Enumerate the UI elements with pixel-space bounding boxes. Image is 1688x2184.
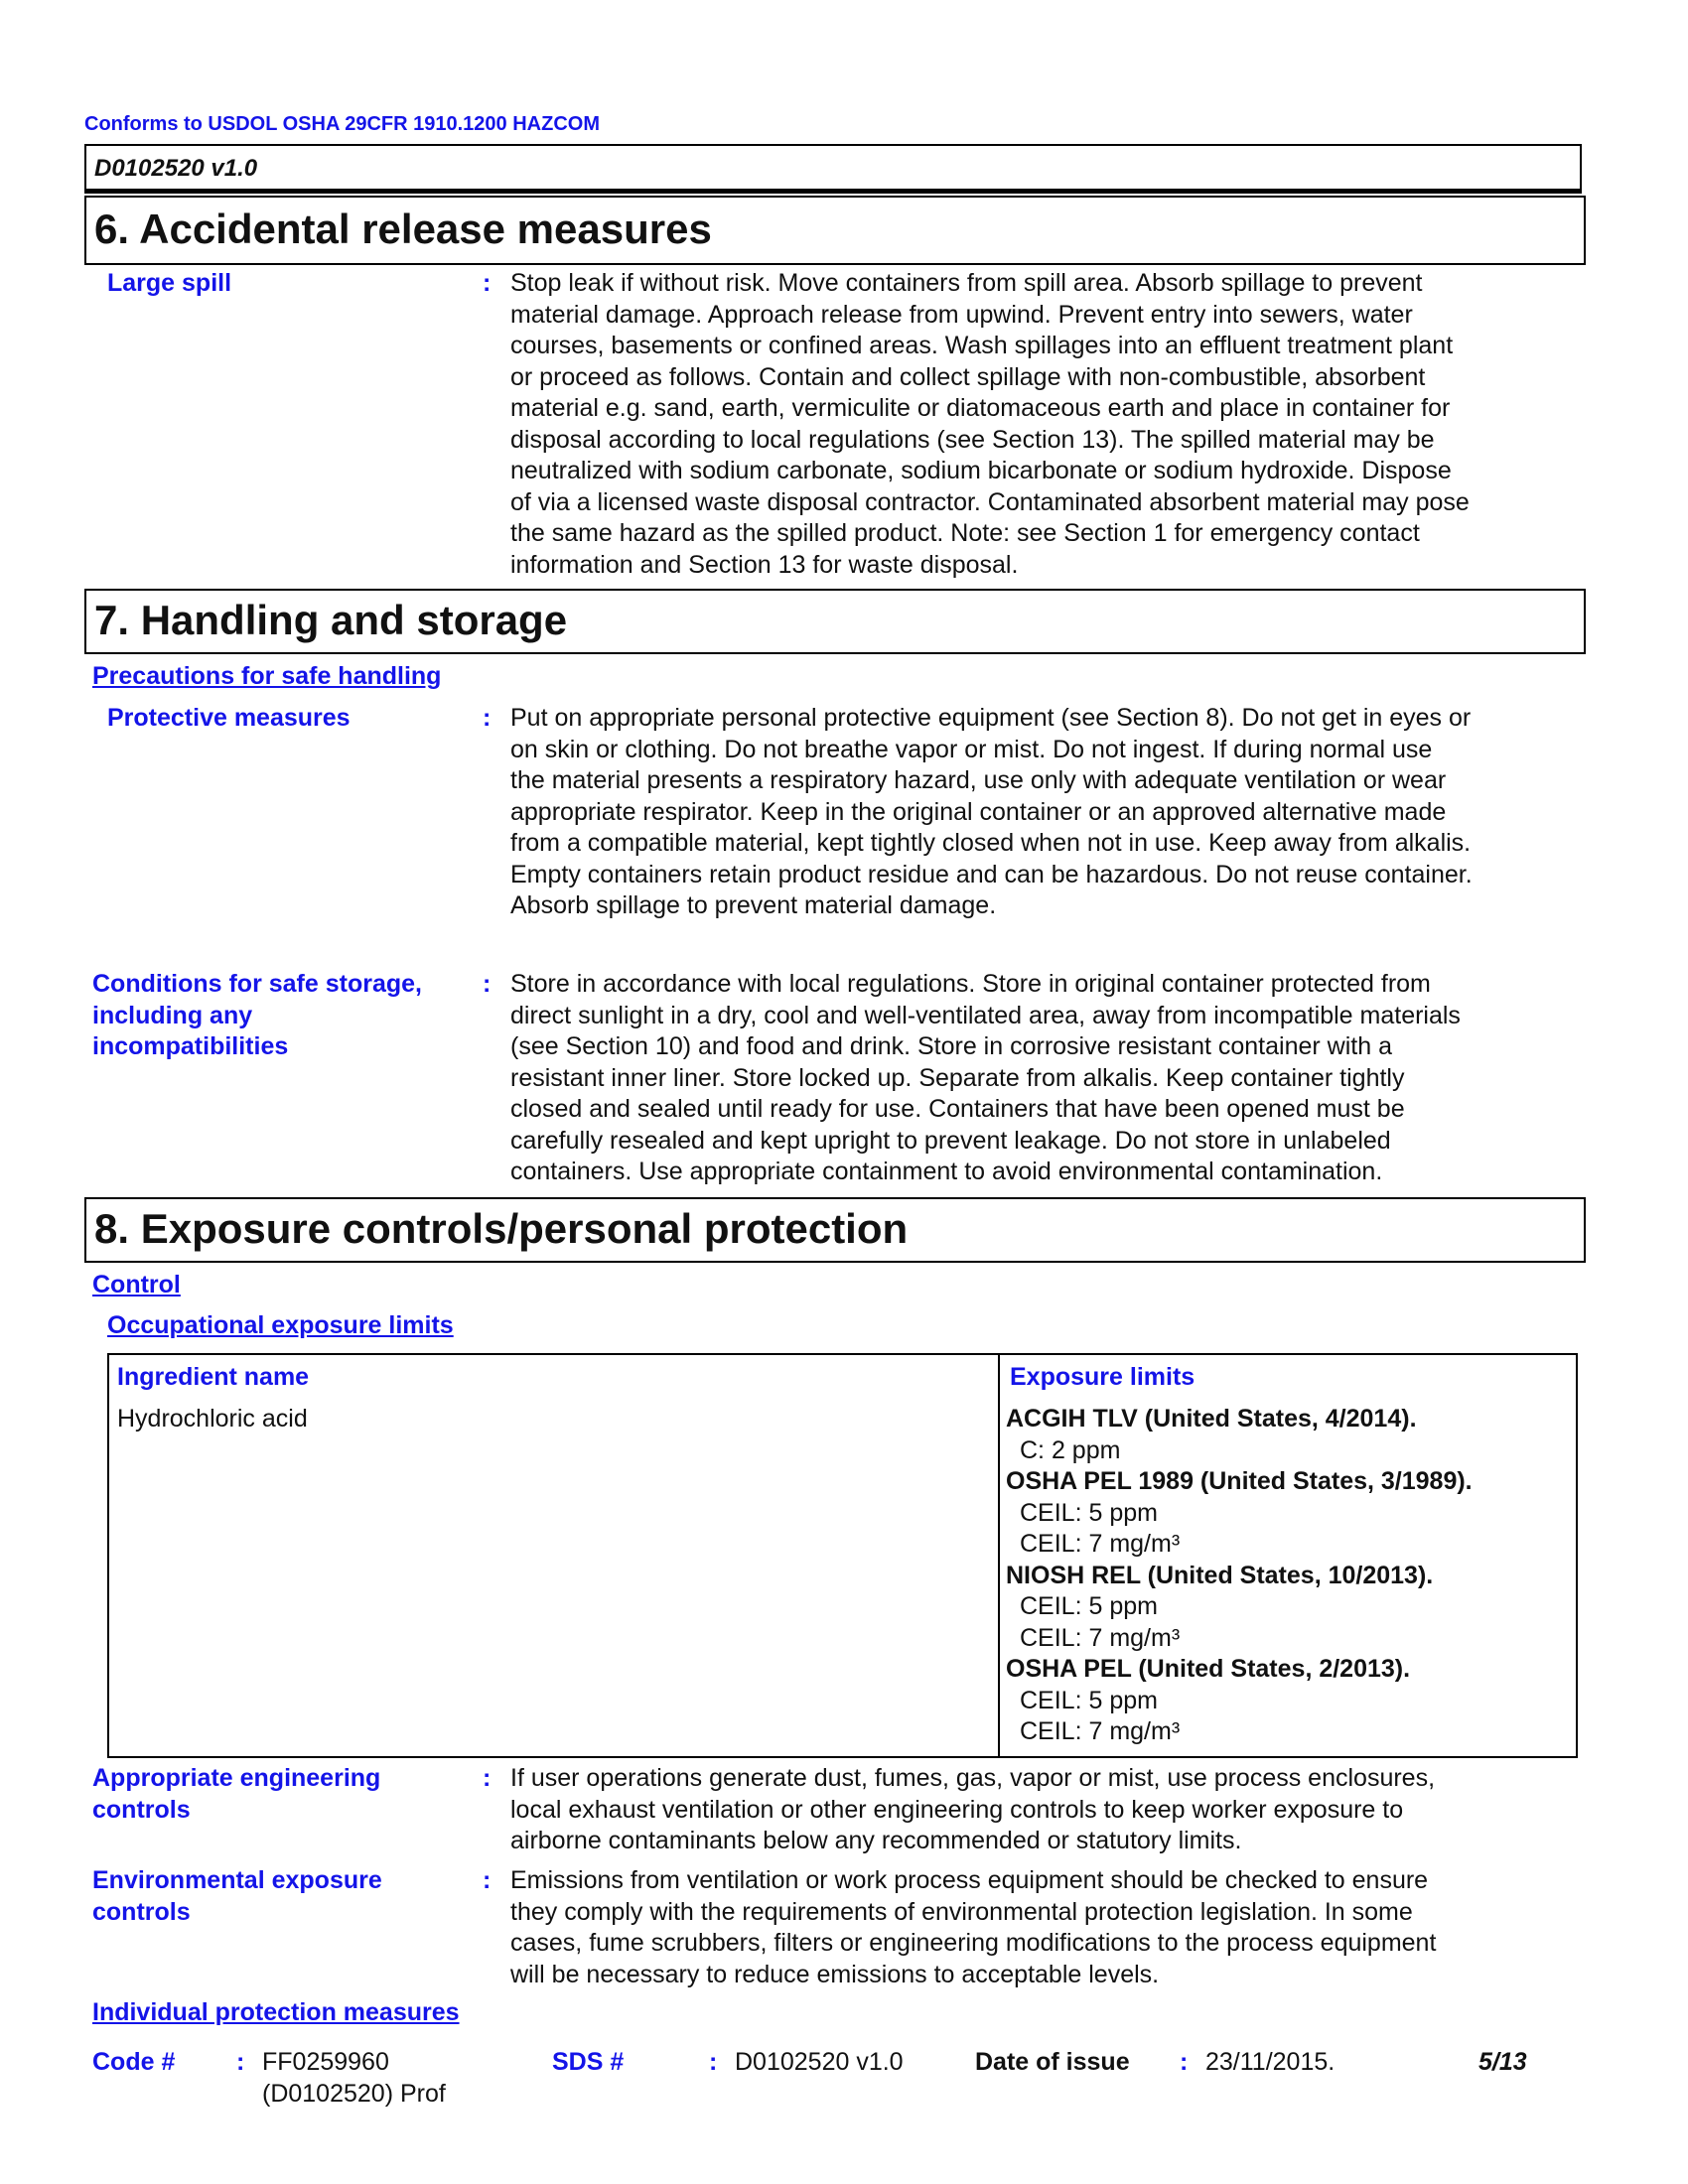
text-line: direct sunlight in a dry, cool and well-ventilated area, away from incompatible materials <box>510 1001 1461 1029</box>
limit-value: CEIL: 7 mg/m³ <box>1020 1717 1181 1745</box>
footer-sds-value: D0102520 v1.0 <box>735 2048 904 2076</box>
text-line: information and Section 13 for waste disposal. <box>510 550 1019 579</box>
section-title: 6. Accidental release measures <box>94 205 712 252</box>
text-line: Environmental exposure <box>92 1866 382 1894</box>
limit-source: NIOSH REL (United States, 10/2013). <box>1006 1561 1434 1589</box>
text-line: containers. Use appropriate containment to avoid environmental contamination. <box>510 1158 1383 1185</box>
engineering-controls-label <box>92 1763 380 1826</box>
limit-value: CEIL: 5 ppm <box>1020 1498 1158 1527</box>
exposure-limits-table <box>107 1353 1578 1758</box>
document-id-box <box>84 144 1582 194</box>
precautions-heading-link[interactable]: Precautions for safe handling <box>92 662 442 690</box>
large-spill-text <box>510 268 1470 581</box>
exposure-limits-cell <box>1006 1404 1473 1748</box>
conformance-header: Conforms to USDOL OSHA 29CFR 1910.1200 HAZCOM <box>84 113 600 135</box>
text-line: material damage. Approach release from upwind. Prevent entry into sewers, water <box>510 300 1413 329</box>
colon: : <box>483 269 492 297</box>
text-line: will be necessary to reduce emissions to acceptable levels. <box>510 1960 1160 1988</box>
text-line: incompatibilities <box>92 1032 289 1060</box>
colon: : <box>483 1764 492 1792</box>
text-line: carefully resealed and kept upright to prevent leakage. Do not store in unlabeled <box>510 1126 1391 1155</box>
limit-value: CEIL: 5 ppm <box>1020 1686 1158 1714</box>
text-line: or proceed as follows. Contain and collect spillage with non-combustible, absorbent <box>510 362 1426 391</box>
text-line: Emissions from ventilation or work process equipment should be checked to ensure <box>510 1866 1429 1894</box>
text-line: Stop leak if without risk. Move containers from spill area. Absorb spillage to prevent <box>510 269 1423 297</box>
text-line: (see Section 10) and food and drink. Store in corrosive resistant container with a <box>510 1032 1392 1060</box>
protective-measures-text <box>510 703 1473 922</box>
text-line: Appropriate engineering <box>92 1764 381 1792</box>
text-line: closed and sealed until ready for use. Containers that have been opened must be <box>510 1095 1405 1123</box>
engineering-controls-text <box>510 1763 1435 1857</box>
text-line: Store in accordance with local regulations. Store in original container protected from <box>510 970 1431 998</box>
colon: : <box>1180 2048 1189 2076</box>
text-line: Empty containers retain product residue and can be hazardous. Do not reuse container. <box>510 860 1473 888</box>
text-line: appropriate respirator. Keep in the original container or an approved alternative made <box>510 797 1447 826</box>
section-title: 7. Handling and storage <box>94 597 568 643</box>
text-line: on skin or clothing. Do not breathe vapor or mist. Do not ingest. If during normal use <box>510 735 1433 763</box>
footer-date-value: 23/11/2015. <box>1205 2048 1336 2076</box>
limit-value: CEIL: 5 ppm <box>1020 1592 1158 1620</box>
footer-code-label: Code # <box>92 2048 176 2076</box>
colon: : <box>483 970 492 998</box>
text-line: controls <box>92 1897 191 1926</box>
text-line: including any <box>92 1001 253 1029</box>
oel-heading-link[interactable]: Occupational exposure limits <box>107 1311 454 1339</box>
storage-conditions-label <box>92 969 422 1063</box>
colon: : <box>483 1866 492 1894</box>
ingredient-name-cell: Hydrochloric acid <box>117 1405 308 1433</box>
page-number: 5/13 <box>1478 2048 1527 2076</box>
text-line: airborne contaminants below any recommended or statutory limits. <box>510 1827 1242 1854</box>
text-line: local exhaust ventilation or other engineering controls to keep worker exposure to <box>510 1795 1404 1824</box>
text-line: cases, fume scrubbers, filters or engineering modifications to the process equipment <box>510 1929 1437 1957</box>
footer-code-value-2: (D0102520) Prof <box>262 2080 446 2108</box>
text-line: resistant inner liner. Store locked up. Separate from alkalis. Keep container tightly <box>510 1063 1405 1092</box>
section-8-header <box>84 1197 1586 1263</box>
exposure-limits-header: Exposure limits <box>1010 1363 1196 1391</box>
footer-date-label: Date of issue <box>975 2048 1130 2076</box>
section-7-header <box>84 589 1586 654</box>
colon: : <box>709 2048 718 2076</box>
limit-value: C: 2 ppm <box>1020 1435 1121 1464</box>
colon: : <box>236 2048 245 2076</box>
section-title: 8. Exposure controls/personal protection <box>94 1205 909 1252</box>
environmental-controls-text <box>510 1865 1436 1990</box>
text-line: courses, basements or confined areas. Wash spillages into an effluent treatment plant <box>510 332 1454 359</box>
section-6-header <box>84 196 1586 265</box>
limit-source: OSHA PEL 1989 (United States, 3/1989). <box>1006 1467 1473 1495</box>
individual-protection-heading-link[interactable]: Individual protection measures <box>92 1998 460 2026</box>
footer-code-value: FF0259960 <box>262 2048 389 2076</box>
column-divider <box>998 1355 1000 1756</box>
text-line: If user operations generate dust, fumes, gas, vapor or mist, use process enclosures, <box>510 1764 1436 1792</box>
text-line: Absorb spillage to prevent material damage. <box>510 891 997 919</box>
text-line: they comply with the requirements of environmental protection legislation. In some <box>510 1897 1413 1926</box>
ingredient-name-header: Ingredient name <box>117 1363 310 1391</box>
colon: : <box>483 704 492 732</box>
storage-conditions-text <box>510 969 1461 1188</box>
text-line: the same hazard as the spilled product. Note: see Section 1 for emergency contact <box>510 519 1420 547</box>
limit-value: CEIL: 7 mg/m³ <box>1020 1530 1181 1558</box>
control-heading-link[interactable]: Control <box>92 1271 181 1298</box>
text-line: the material presents a respiratory hazard, use only with adequate ventilation or wear <box>510 766 1447 794</box>
text-line: controls <box>92 1795 191 1824</box>
environmental-controls-label <box>92 1865 382 1928</box>
text-line: from a compatible material, kept tightly closed when not in use. Keep away from alkalis. <box>510 829 1472 857</box>
text-line: neutralized with sodium carbonate, sodium bicarbonate or sodium hydroxide. Dispose <box>510 457 1452 484</box>
text-line: Conditions for safe storage, <box>92 970 422 998</box>
text-line: material e.g. sand, earth, vermiculite or diatomaceous earth and place in container for <box>510 394 1451 422</box>
document-id: D0102520 v1.0 <box>94 155 258 182</box>
large-spill-label: Large spill <box>107 269 232 297</box>
text-line: disposal according to local regulations (see Section 13). The spilled material may be <box>510 425 1435 454</box>
text-line: Put on appropriate personal protective equipment (see Section 8). Do not get in eyes or <box>510 704 1472 732</box>
limit-value: CEIL: 7 mg/m³ <box>1020 1623 1181 1652</box>
limit-source: OSHA PEL (United States, 2/2013). <box>1006 1655 1411 1683</box>
text-line: of via a licensed waste disposal contractor. Contaminated absorbent material may pose <box>510 487 1470 516</box>
protective-measures-label: Protective measures <box>107 704 351 732</box>
footer-sds-label: SDS # <box>552 2048 625 2076</box>
limit-source: ACGIH TLV (United States, 4/2014). <box>1006 1405 1417 1433</box>
